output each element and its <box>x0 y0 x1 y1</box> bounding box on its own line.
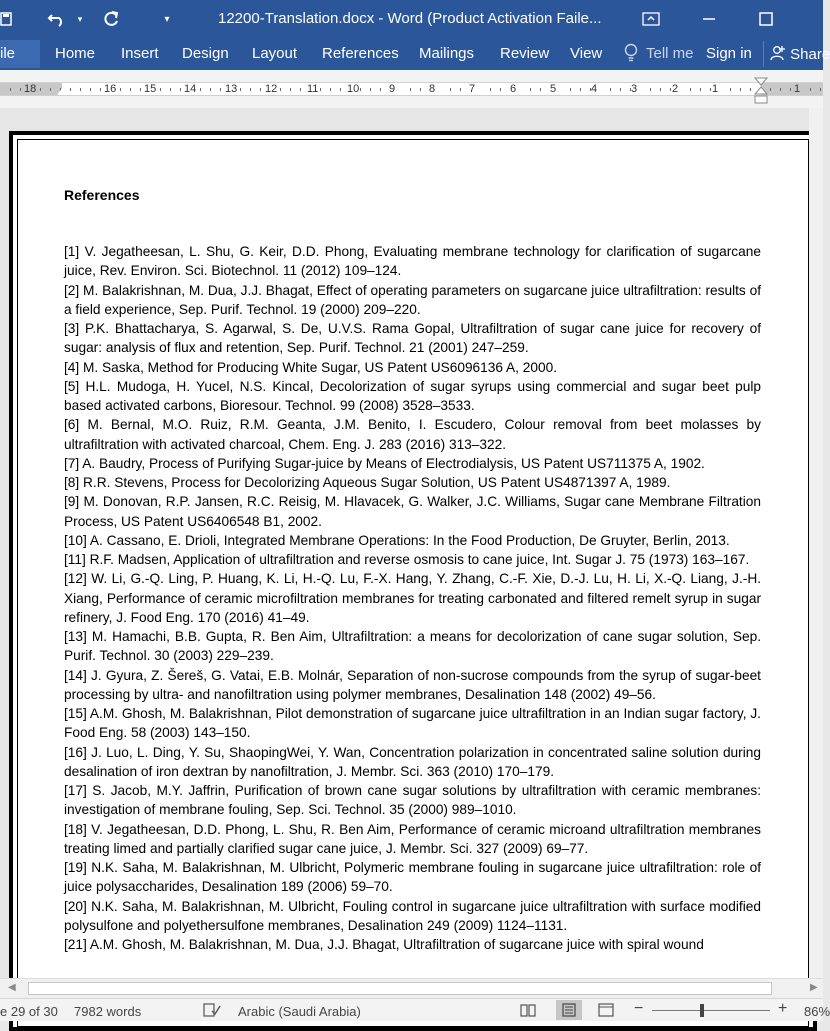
ruler-tick <box>380 88 381 91</box>
vertical-scrollbar[interactable] <box>809 108 823 978</box>
reference-item: [12] W. Li, G.-Q. Ling, P. Huang, K. Li, H.-Q. Lu, F.-X. Hang, Y. Zhang, C.-F. Xie, D.-J. Lu, H. Li, X.-Q. Liang, J.-H. Xiang, Performance of ceramic microfiltration membranes for treating carbonated and filtered remelt syrup in sugar refinery, J. Food Eng. 170 (2016) 41–49. <box>64 571 761 625</box>
reference-item: [19] N.K. Saha, M. Balakrishnan, M. Ulbricht, Polymeric membrane fouling in sugarcane juice ultrafiltration: role of juice polysaccharides, Desalination 189 (2006) 59–70. <box>64 860 761 895</box>
ruler-label: 1 <box>712 83 719 95</box>
print-layout-icon[interactable] <box>556 1000 582 1020</box>
ruler-tick <box>730 88 731 91</box>
save-icon[interactable] <box>0 0 14 38</box>
reference-item: [11] R.F. Madsen, Application of ultrafiltration and reverse osmosis to cane juice, Int. Sugar J. 75 (1973) 163–167. <box>64 552 750 567</box>
tab-references[interactable]: References <box>322 45 399 62</box>
ruler-tick <box>240 88 241 91</box>
ruler-tick <box>750 88 751 91</box>
horizontal-scrollbar[interactable] <box>0 978 823 998</box>
redo-icon[interactable] <box>98 0 124 38</box>
ruler-label: 16 <box>104 83 117 95</box>
ruler-tick <box>340 88 341 91</box>
reference-item: [5] H.L. Mudoga, H. Yucel, N.S. Kincal, Decolorization of sugar syrups using commercial and sugar beet pulp based activated carbons, Bioresour. Technol. 99 (2008) 3528–3533. <box>64 378 761 413</box>
reference-item: [6] M. Bernal, M.O. Ruiz, R.M. Geanta, J.M. Benito, I. Escudero, Colour removal from beet molasses by ultrafiltration with activated charcoal, Chem. Eng. J. 283 (2016) 313–322. <box>64 417 761 452</box>
ribbon-tabs <box>0 38 830 70</box>
ruler-tick <box>530 88 531 91</box>
ruler-tick <box>660 88 661 91</box>
reference-item: [21] A.M. Ghosh, M. Balakrishnan, M. Dua, J.J. Bhagat, Ultrafiltration of sugarcane juice with spiral wound <box>64 937 704 952</box>
ruler-label: 2 <box>672 83 679 95</box>
ruler-tick <box>370 88 371 91</box>
ruler-tick <box>130 88 131 91</box>
scroll-left-icon[interactable]: ◀ <box>8 982 16 993</box>
ruler-label: 15 <box>144 83 157 95</box>
ruler-tick <box>90 88 91 91</box>
ruler-tick <box>420 88 421 91</box>
ruler-tick <box>140 88 141 91</box>
window-title: 12200-Translation.docx - Word (Product Activation Faile... <box>218 10 602 27</box>
ruler-tick <box>320 88 321 91</box>
title-bar <box>0 0 823 38</box>
reference-item: [8] R.R. Stevens, Process for Decolorizing Aqueous Sugar Solution, US Patent US4871397 A, 1989. <box>64 475 671 490</box>
ruler-tick <box>80 88 81 91</box>
reference-item: [14] J. Gyura, Z. Šereš, G. Vatai, E.B. Molnár, Separation of non-sucrose compounds from the syrup of sugar-beet processing by ultra- and nanofiltration using polymer membranes, Desalination 148 (2002) 49–56. <box>64 667 761 702</box>
reference-item: [16] J. Luo, L. Ding, Y. Su, ShaopingWei, Y. Wan, Concentration polarization in concentrated saline solution during desalination of iron dextran by nanofiltration, J. Membr. Sci. 363 (2010) 170–179. <box>64 744 761 779</box>
sign-in-link[interactable]: Sign in <box>706 45 752 62</box>
ruler-tick <box>740 88 741 91</box>
zoom-slider-thumb[interactable] <box>700 1004 704 1017</box>
ruler-label: 14 <box>184 83 197 95</box>
status-bar <box>0 998 830 1021</box>
ruler-tick <box>40 88 41 91</box>
tab-design[interactable]: Design <box>182 45 229 62</box>
page-border <box>17 139 809 1027</box>
ruler-label: 18 <box>24 83 37 95</box>
customize-icon[interactable]: ▾ <box>164 13 170 25</box>
tab-layout[interactable]: Layout <box>252 45 298 62</box>
ruler-label: 4 <box>591 83 598 95</box>
minimize-icon[interactable] <box>686 0 732 38</box>
ruler-tick <box>360 88 361 91</box>
tell-me-input[interactable]: Tell me <box>646 45 694 62</box>
ruler-tick <box>410 88 411 91</box>
reference-item: [3] P.K. Bhattacharya, S. Agarwal, S. De, U.V.S. Rama Gopal, Ultrafiltration of sugar cane juice for recovery of sugar: analysis of flux and retention, Sep. Purif. Technol. 21 (2001) 247–259. <box>64 321 761 356</box>
ruler-tick <box>450 88 451 91</box>
ruler-tick <box>260 88 261 91</box>
reference-item: [20] N.K. Saha, M. Balakrishnan, M. Ulbricht, Fouling control in sugarcane juice ultrafiltration with surface modified polysulfone and polyethersulfone membranes, Desalination 249 (2009) 1124–1131. <box>64 898 761 933</box>
horizontal-ruler[interactable] <box>0 70 823 108</box>
zoom-out-icon[interactable]: − <box>634 1000 644 1017</box>
ruler-label: 3 <box>631 83 638 95</box>
tab-home[interactable]: Home <box>55 45 96 62</box>
ruler-tick <box>460 88 461 91</box>
reference-item: [7] A. Baudry, Process of Purifying Sugar-juice by Means of Electrodialysis, US Patent US711375 A, 1902. <box>64 455 705 471</box>
reference-item: [18] V. Jegatheesan, D.D. Phong, L. Shu, R. Ben Aim, Performance of ceramic microand ultrafiltration membranes treating limed and partially clarified sugar cane juice, J. Membr. Sci. 327 (2009) 69–77. <box>64 821 761 856</box>
ruler-tick <box>330 88 331 91</box>
ruler-tick <box>20 88 21 91</box>
ruler-tick <box>220 88 221 91</box>
ruler-tick <box>120 88 121 91</box>
scroll-right-icon[interactable]: ▶ <box>810 982 818 993</box>
ruler-tick <box>280 88 281 91</box>
reference-item: [9] M. Donovan, R.P. Jansen, R.C. Reisig, M. Hlavacek, G. Walker, J.C. Williams, Sugar cane Membrane Filtration Process, US Patent US6406548 B1, 2002. <box>64 494 761 529</box>
ruler-label: 7 <box>469 83 476 95</box>
document-area[interactable] <box>0 108 809 978</box>
maximize-icon[interactable] <box>743 0 789 38</box>
ruler-tick <box>590 88 591 91</box>
ruler-label: 9 <box>389 83 396 95</box>
ruler-tick <box>10 88 11 91</box>
ruler-label: 10 <box>347 83 360 95</box>
lightbulb-icon <box>624 43 638 67</box>
ruler-tick <box>300 88 301 91</box>
document-page[interactable] <box>9 131 817 1031</box>
ruler-tick <box>780 88 781 91</box>
ribbon-display-icon[interactable] <box>628 0 674 38</box>
share-button[interactable] <box>763 41 830 67</box>
ruler-tick <box>670 88 671 91</box>
reference-item: [1] V. Jegatheesan, L. Shu, G. Keir, D.D. Phong, Evaluating membrane technology for clarification of sugarcane juice, Rev. Environ. Sci. Biotechnol. 11 (2012) 109–124. <box>64 244 761 279</box>
word-count[interactable]: 7982 words <box>74 1004 142 1019</box>
ruler-tick <box>630 88 631 91</box>
read-mode-icon[interactable] <box>520 1003 536 1020</box>
ruler-label: 8 <box>429 83 436 95</box>
ruler-label: 11 <box>307 83 319 95</box>
ruler-tick <box>210 88 211 91</box>
ruler-label: 12 <box>265 83 278 95</box>
ruler-tick <box>810 88 811 91</box>
reference-item: [2] M. Balakrishnan, M. Dua, J.J. Bhagat, Effect of operating parameters on sugarcane juice ultrafiltration: results of a field experience, Sep. Purif. Technol. 19 (2000) 209–220. <box>64 282 761 317</box>
ruler-tick <box>770 88 771 91</box>
ruler-tick <box>200 88 201 91</box>
language-status[interactable]: Arabic (Saudi Arabia) <box>238 1004 361 1019</box>
ruler-tick <box>540 88 541 91</box>
ruler-tick <box>790 88 791 91</box>
ruler-tick <box>700 88 701 91</box>
tab-view[interactable]: View <box>570 45 603 62</box>
undo-icon[interactable] <box>40 0 74 38</box>
horizontal-scroll-thumb[interactable] <box>28 982 772 995</box>
page-count[interactable]: e 29 of 30 <box>0 1004 58 1019</box>
proofing-icon[interactable] <box>203 1002 221 1021</box>
ruler-tick <box>580 88 581 91</box>
ruler-label: 1 <box>794 83 801 95</box>
reference-item: [17] S. Jacob, M.Y. Jaffrin, Purification of brown cane sugar solutions by ultrafiltration with ceramic membranes: investigation of membrane fouling, Sep. Sci. Technol. 35 (2000) 989–1010. <box>64 783 761 818</box>
zoom-level[interactable]: 86% <box>804 1004 830 1019</box>
ruler-tick <box>690 88 691 91</box>
ruler-tick <box>610 88 611 91</box>
ruler-tick <box>160 88 161 91</box>
ruler-tick <box>570 88 571 91</box>
ruler-label: 5 <box>550 83 557 95</box>
ruler-tick <box>490 88 491 91</box>
ruler-tick <box>50 88 51 91</box>
zoom-in-icon[interactable]: + <box>778 1000 788 1017</box>
zoom-slider[interactable] <box>652 1010 770 1011</box>
tab-file-label: ile <box>0 45 16 62</box>
ruler-tick <box>650 88 651 91</box>
share-label: Share <box>790 45 830 63</box>
ruler-strip <box>0 82 823 96</box>
ruler-tick <box>180 88 181 91</box>
ruler-tick <box>250 88 251 91</box>
undo-dropdown-icon[interactable]: ▾ <box>77 13 83 24</box>
share-person-icon <box>770 45 786 65</box>
ruler-tick <box>170 88 171 91</box>
ruler-tick <box>620 88 621 91</box>
references-heading: References <box>64 187 140 203</box>
indent-marker-left[interactable] <box>57 87 69 95</box>
indent-marker-right[interactable] <box>755 78 767 104</box>
zoom-level-value: 86 <box>804 1004 819 1019</box>
ruler-tick <box>710 88 711 91</box>
reference-item: [13] M. Hamachi, B.B. Gupta, R. Ben Aim, Ultrafiltration: a means for decolorization of cane sugar solution, Sep. Purif. Technol. 30 (2003) 229–239. <box>64 629 761 664</box>
ruler-label: 6 <box>510 83 517 95</box>
ruler-label: 13 <box>225 83 238 95</box>
ruler-tick <box>70 88 71 91</box>
tab-file[interactable] <box>0 40 40 68</box>
ruler-tick <box>500 88 501 91</box>
tab-insert[interactable]: Insert <box>121 45 159 62</box>
reference-item: [10] A. Cassano, E. Drioli, Integrated Membrane Operations: In the Food Production, De Gruyter, Berlin, 2013. <box>64 532 730 548</box>
ruler-tick <box>290 88 291 91</box>
reference-item: [4] M. Saska, Method for Producing White Sugar, US Patent US6096136 A, 2000. <box>64 359 558 375</box>
ruler-tick <box>100 88 101 91</box>
tab-mailings[interactable]: Mailings <box>419 45 475 62</box>
ruler-tick <box>820 88 821 91</box>
reference-item: [15] A.M. Ghosh, M. Balakrishnan, Pilot demonstration of sugarcane juice ultrafiltration in an Indian sugar factory, J. Food Eng. 58 (2003) 143–150. <box>64 706 761 741</box>
web-layout-icon[interactable] <box>598 1003 614 1020</box>
tab-review[interactable]: Review <box>500 45 550 62</box>
